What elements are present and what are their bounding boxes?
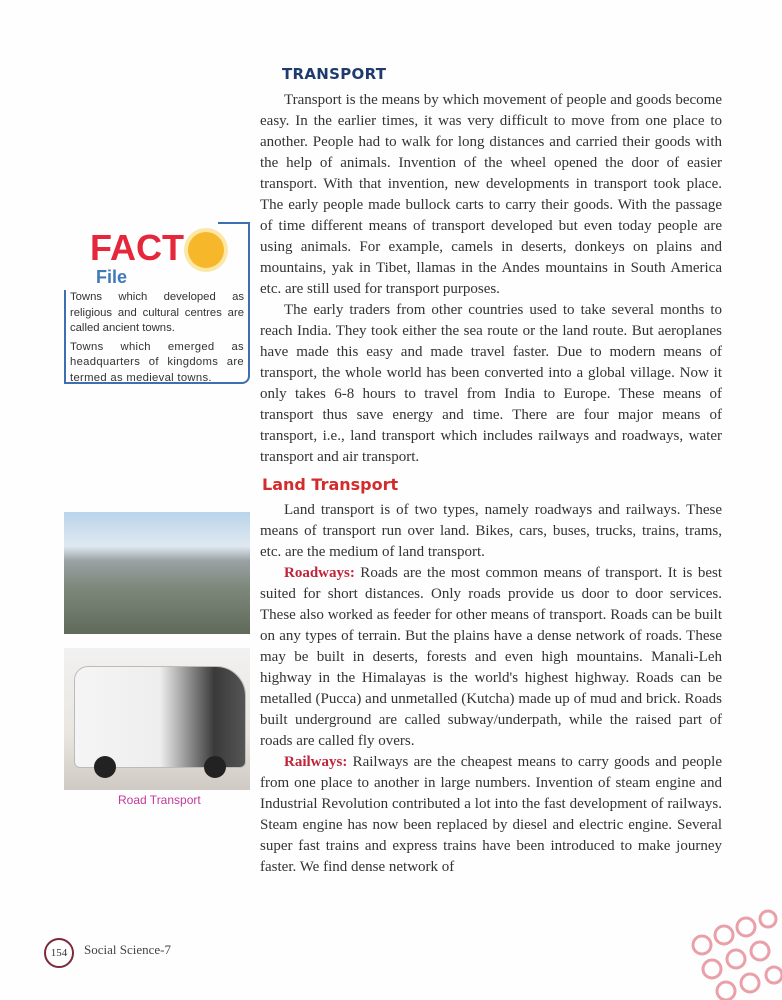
book-title: Social Science-7	[84, 942, 171, 957]
paragraph: Transport is the means by which movement of people and goods become easy. In the earlier times, it was very difficult to move from one place to another. People had to walk for long distances and carried their goods with the help of animals. Invention of the wheel opened the door of easier transport. With that invention, new developments in transport took place. The early people made bullock carts to carry their goods. With the passage of time different means of transport developed but even today people are using animals. For example, camels in deserts, donkeys on plains and mountains, yak in Tibet, llamas in the Andes mountains in South America etc. are still used for transport purposes.	[260, 92, 722, 297]
fact-border	[64, 290, 66, 382]
decorative-rings-icon	[682, 905, 782, 1000]
fact-item: Towns which emerged as headquarters of kingdoms are termed as medieval towns.	[70, 340, 244, 384]
main-column	[260, 64, 722, 878]
sun-icon	[188, 232, 224, 268]
photo-caption: Road Transport	[118, 793, 201, 807]
section-title: TRANSPORT	[282, 65, 387, 83]
fact-title: FACT	[90, 227, 184, 268]
land-transport-text	[260, 500, 722, 878]
roadways-text: Roads are the most common means of transport. It is best suited for short distances. Only roads provide us door to door services. These also worked as feeder for other means of transport. Roads can be built on any types of terrain. But the plains have a dense network of roads. These may be built in deserts, forests and even high mountains. Manali-Leh highway in the Himalayas is the world's highest highway. Roads can be metalled (Pucca) and unmetalled (Kutcha) made up of mud and brick. Roads built underground are called subway/underpath, while the raised part of roads are called fly overs.	[260, 565, 722, 749]
paragraph: The early traders from other countries used to take several months to reach India. They took either the sea route or the land route. But aeroplanes have made this easy and made travel faster. Due to modern means of transport, the whole world has been converted into a global village. Now it only takes 6-8 hours to travel from India to Europe. These means of transport thus save energy and time. There are four major means of transport, i.e., land transport which includes railways and roadways, water transport and air transport.	[260, 302, 722, 465]
railways-label: Railways:	[284, 754, 348, 770]
roadways-label: Roadways:	[284, 565, 355, 581]
intro-text	[260, 90, 722, 468]
bus-photo	[64, 648, 250, 790]
bus-image	[74, 666, 246, 768]
page-number: 154	[44, 938, 74, 968]
railways-paragraph	[260, 752, 722, 878]
fact-item: Towns which developed as religious and cultural centres are called ancient towns.	[70, 291, 244, 334]
railways-text: Railways are the cheapest means to carry goods and people from one place to another in large numbers. Invention of steam engine and Industrial Revolution contributed a lot into the fast development of railways. Steam engine has now been replaced by diesel and electric engine. Several super fast trains and express trains have been introduced to make journey faster. We find dense network of	[260, 754, 722, 875]
fact-text	[70, 290, 244, 389]
land-transport-heading: Land Transport	[262, 475, 399, 494]
paragraph: Land transport is of two types, namely roadways and railways. These means of transport run over land. Bikes, cars, buses, trucks, trains, trams, etc. are the medium of land transport.	[260, 502, 722, 560]
wheel	[204, 756, 226, 778]
fact-subtitle: File	[96, 267, 128, 287]
highway-photo	[64, 512, 250, 634]
fact-border	[218, 222, 250, 224]
roadways-paragraph	[260, 563, 722, 752]
wheel	[94, 756, 116, 778]
